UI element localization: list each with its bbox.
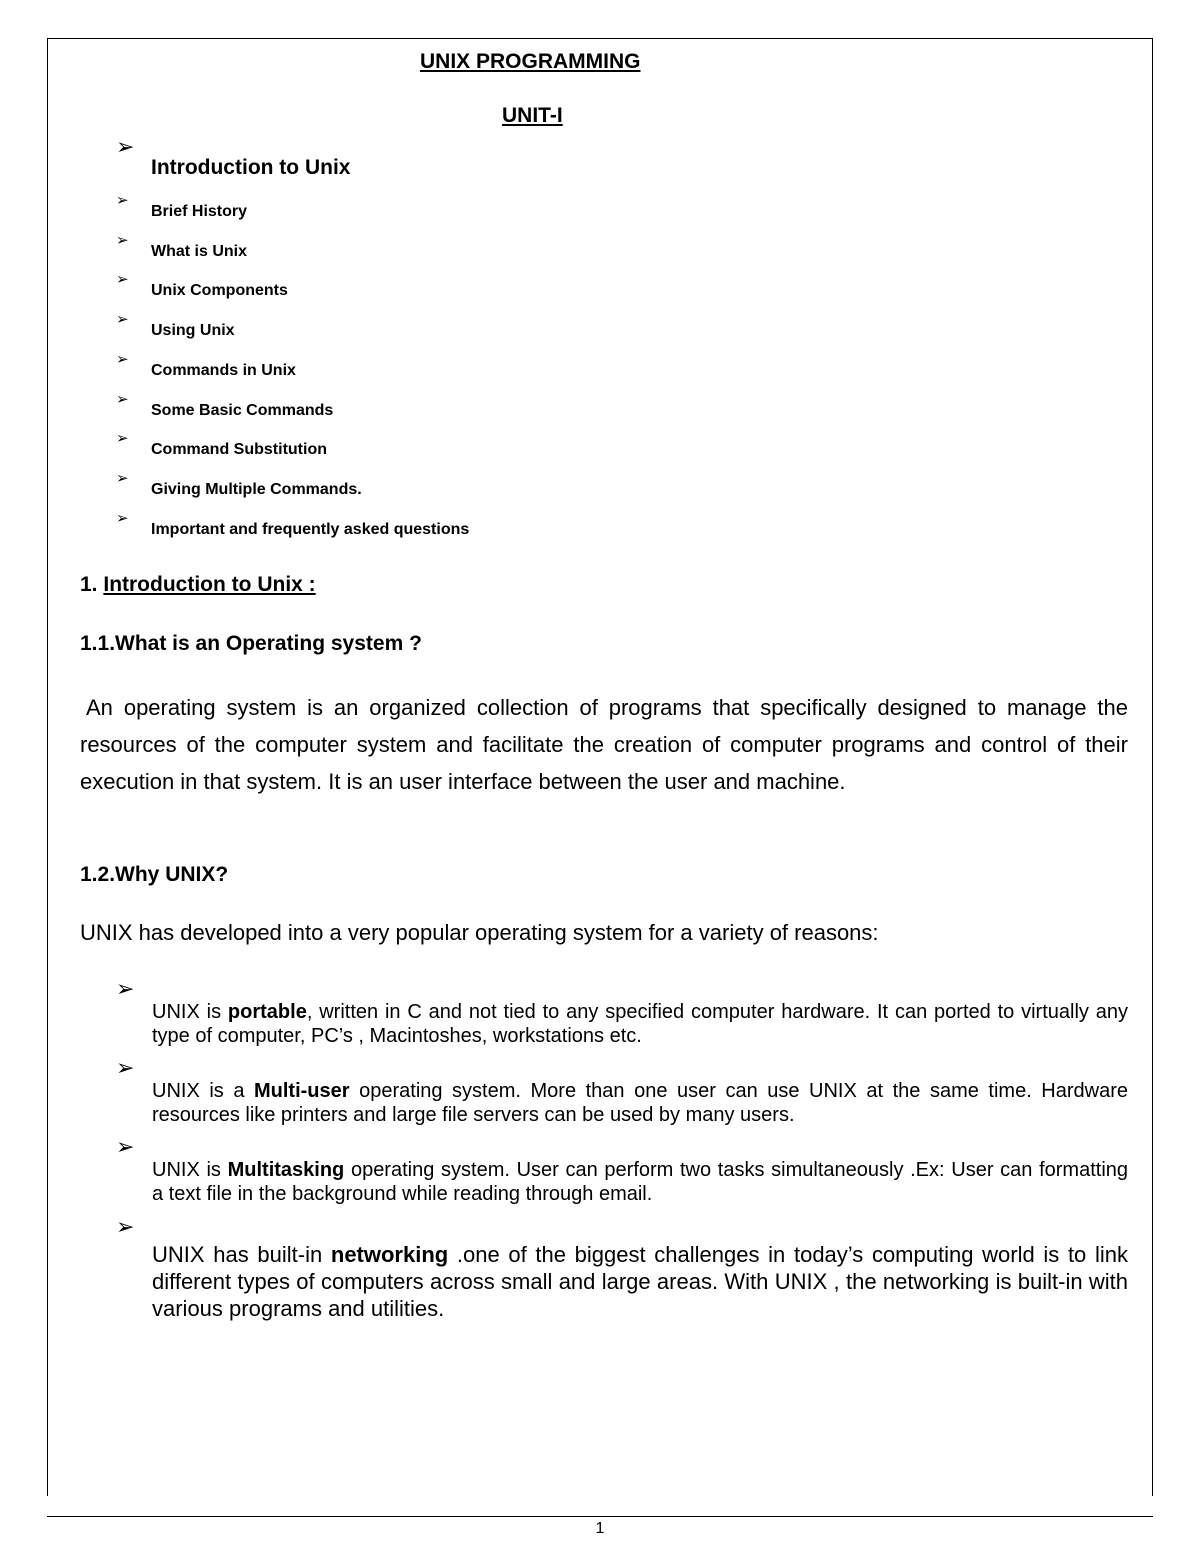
arrow-bullet-icon: ➢ bbox=[116, 351, 129, 368]
arrow-bullet-icon: ➢ bbox=[116, 1214, 135, 1239]
arrow-bullet-icon: ➢ bbox=[116, 430, 129, 447]
document-title: UNIX PROGRAMMING bbox=[420, 50, 641, 73]
toc-item: Unix Components bbox=[151, 282, 288, 299]
bullet-portable: UNIX is portable, written in C and not tied to any specified computer hardware. It can ported to virtually any type of computer, PC’s , Macintoshes, workstations etc. bbox=[152, 1001, 1128, 1047]
toc-item: Commands in Unix bbox=[151, 362, 296, 379]
arrow-bullet-icon: ➢ bbox=[116, 134, 135, 159]
why-unix-intro: UNIX has developed into a very popular operating system for a variety of reasons: bbox=[80, 920, 879, 945]
bullet-multitasking: UNIX is Multitasking operating system. User can perform two tasks simultaneously .Ex: User can formatting a text file in the background while reading through email. bbox=[152, 1159, 1129, 1205]
toc-item: Command Substitution bbox=[151, 441, 327, 458]
bullet-networking: UNIX has built-in networking .one of the biggest challenges in today’s computing world is to link different types of computers across small and large areas. With UNIX , the networking is built-in with various programs and utilities. bbox=[152, 1242, 1128, 1321]
arrow-bullet-icon: ➢ bbox=[116, 976, 135, 1001]
toc-item: What is Unix bbox=[151, 243, 248, 260]
arrow-bullet-icon: ➢ bbox=[116, 391, 129, 408]
arrow-bullet-icon: ➢ bbox=[116, 1055, 135, 1080]
subsection-heading: 1.2.Why UNIX? bbox=[80, 863, 229, 886]
toc-item: Giving Multiple Commands. bbox=[151, 481, 362, 498]
arrow-bullet-icon: ➢ bbox=[116, 1134, 135, 1159]
subsection-heading: 1.1.What is an Operating system ? bbox=[80, 632, 422, 655]
toc-heading: Introduction to Unix bbox=[151, 156, 351, 179]
toc-item: Brief History bbox=[151, 203, 248, 220]
arrow-bullet-icon: ➢ bbox=[116, 271, 129, 288]
section-title: Introduction to Unix : bbox=[103, 573, 316, 596]
arrow-bullet-icon: ➢ bbox=[116, 192, 129, 209]
arrow-bullet-icon: ➢ bbox=[116, 232, 129, 249]
toc-item: Important and frequently asked questions bbox=[151, 521, 470, 538]
arrow-bullet-icon: ➢ bbox=[116, 510, 129, 527]
bullet-multi-user: UNIX is a Multi-user operating system. More than one user can use UNIX at the same time. Hardware resources like printers and large file servers can be used by many users. bbox=[152, 1080, 1128, 1126]
toc-item: Some Basic Commands bbox=[151, 402, 334, 419]
arrow-bullet-icon: ➢ bbox=[116, 311, 129, 328]
toc-item: Using Unix bbox=[151, 322, 235, 339]
unit-label: UNIT-I bbox=[502, 104, 563, 127]
section-heading bbox=[80, 573, 316, 597]
section-number: 1. bbox=[80, 573, 98, 596]
arrow-bullet-icon: ➢ bbox=[116, 470, 129, 487]
page-number: 1 bbox=[595, 1520, 605, 1537]
os-definition-paragraph: An operating system is an organized collection of programs that specifically designed to manage the resources of the computer system and facilitate the creation of computer programs and control of their execution in that system. It is an user interface between the user and machine. bbox=[80, 695, 1128, 794]
footer-rule bbox=[47, 1516, 1153, 1517]
